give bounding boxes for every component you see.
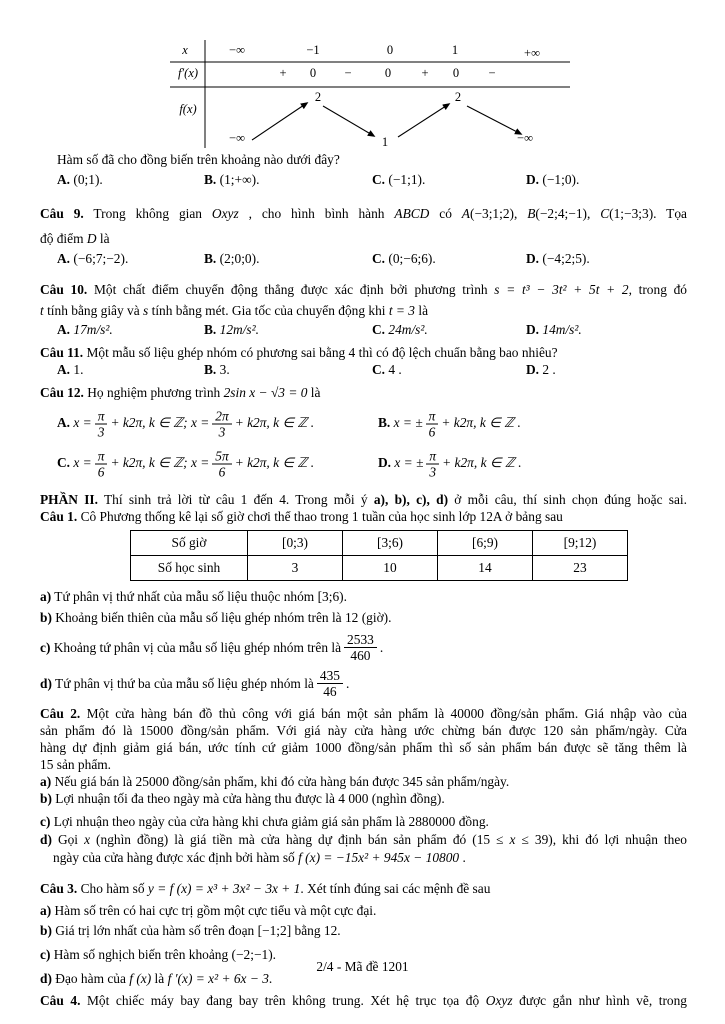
table-header-students: Số học sinh bbox=[131, 556, 248, 581]
vt-x-value: 1 bbox=[451, 43, 459, 57]
q11-option-a: A. 1. bbox=[57, 362, 84, 377]
q12-question: Câu 12. Họ nghiệm phương trình 2sin x − √3 = 0 là bbox=[40, 385, 321, 400]
c3-item-b: b) Giá trị lớn nhất của hàm số trên đoạn [−1;2] bằng 12. bbox=[40, 923, 341, 938]
table-header-hours: Số giờ bbox=[131, 531, 248, 556]
vt-x-value: +∞ bbox=[524, 46, 540, 60]
q8-option-c: C. (−1;1). bbox=[372, 172, 426, 187]
q9-question-line2: độ điểm D là bbox=[40, 231, 110, 246]
c1-item-b: b) Khoảng biến thiên của mẫu số liệu ghép nhóm trên là 12 (giờ). bbox=[40, 610, 392, 625]
page-number: 2/4 - Mã đề 1201 bbox=[316, 959, 409, 974]
q9-options bbox=[40, 250, 687, 277]
q10-question-line1: Câu 10. Một chất điểm chuyển động thẳng được xác định bởi phương trình s = t³ − 3t² + 5t + 2, trong đó bbox=[40, 282, 687, 297]
c1-item-d: d) Tứ phân vị thứ ba của mẫu số liệu ghép nhóm là $\frac{435}{46}$ . bbox=[40, 667, 350, 699]
table-cell: 3 bbox=[248, 556, 343, 581]
c1-item-a: a) Tứ phân vị thứ nhất của mẫu số liệu thuộc nhóm [3;6). bbox=[40, 589, 347, 604]
vt-sign: − bbox=[488, 66, 496, 80]
q10-question-line2: t tính bằng giây và s tính bằng mét. Gia tốc của chuyển động khi t = 3 là bbox=[40, 303, 429, 318]
q12-options-row2 bbox=[40, 444, 687, 484]
c3-item-d: d) Đạo hàm của f (x) là f ′(x) = x² + 6x − 3. bbox=[40, 971, 273, 986]
table-cell: [3;6) bbox=[343, 531, 438, 556]
c2-item-d-line2: ngày của cửa hàng được xác định bởi hàm số f (x) = −15x² + 945x − 10800 . bbox=[53, 850, 466, 865]
vt-f-limit: −∞ bbox=[517, 131, 533, 145]
q12-option-a: A. x = $\frac{\pi}{3}$ + k2π, k ∈ ℤ; x = $\frac{2\pi}{3}$ + k2π, k ∈ ℤ . bbox=[57, 408, 315, 440]
vt-sign: 0 bbox=[452, 66, 460, 80]
table-cell: [9;12) bbox=[533, 531, 628, 556]
q11-option-d: D. 2 . bbox=[526, 362, 556, 377]
c3-item-c: c) Hàm số nghịch biến trên khoảng (−2;−1). bbox=[40, 947, 277, 962]
c3-item-a: a) Hàm số trên có hai cực trị gồm một cực tiểu và một cực đại. bbox=[40, 903, 377, 918]
vt-row-label-x: x bbox=[182, 43, 188, 57]
frequency-table bbox=[130, 530, 628, 581]
q11-question: Câu 11. Một mẫu số liệu ghép nhóm có phương sai bằng 4 thì có độ lệch chuẩn bằng bao nhiêu? bbox=[40, 345, 558, 360]
q9-option-d: D. (−4;2;5). bbox=[526, 251, 590, 266]
part2-header: PHẦN II. Thí sinh trả lời từ câu 1 đến 4. Trong mỗi ý a), b), c), d) ở mỗi câu, thí sinh chọn đúng hoặc sai. bbox=[40, 492, 687, 507]
table-cell: 10 bbox=[343, 556, 438, 581]
c2-text-line4: 15 sản phẩm. bbox=[40, 757, 112, 772]
q10-option-d: D. 14m/s². bbox=[526, 322, 582, 337]
c1-item-c: c) Khoảng tứ phân vị của mẫu số liệu ghép nhóm trên là $\frac{2533}{460}$ . bbox=[40, 631, 384, 663]
q9-option-c: C. (0;−6;6). bbox=[372, 251, 436, 266]
q9-option-b: B. (2;0;0). bbox=[204, 251, 260, 266]
c2-item-b: b) Lợi nhuận tối đa theo ngày mà cửa hàng thu được là 4 000 (nghìn đồng). bbox=[40, 791, 445, 806]
table-cell: 14 bbox=[438, 556, 533, 581]
vt-f-limit: −∞ bbox=[229, 131, 245, 145]
q8-option-b: B. (1;+∞). bbox=[204, 172, 260, 187]
q11-option-c: C. 4 . bbox=[372, 362, 402, 377]
q11-options bbox=[40, 362, 687, 380]
table-cell: 23 bbox=[533, 556, 628, 581]
c1-title: Câu 1. Cô Phương thống kê lại số giờ chơi thể thao trong 1 tuần của học sinh lớp 12A ở bảng sau bbox=[40, 509, 563, 524]
vt-sign: − bbox=[344, 66, 352, 80]
q12-options-row1 bbox=[40, 404, 687, 444]
q8-option-d: D. (−1;0). bbox=[526, 172, 580, 187]
q8-option-a: A. (0;1). bbox=[57, 172, 103, 187]
c2-text-line2: sản phẩm đó là 15000 đồng/sản phẩm. Với giá này cửa hàng ước chừng bán được 120 sản phẩm/ngày. Cửa bbox=[40, 723, 687, 738]
c2-item-c: c) Lợi nhuận theo ngày của cửa hàng khi chưa giảm giá sản phẩm là 2880000 đồng. bbox=[40, 814, 489, 829]
vt-sign: + bbox=[279, 66, 287, 80]
c2-text-line1: Câu 2. Một cửa hàng bán đồ thủ công với giá bán một sản phẩm là 40000 đồng/sản phẩm. Giá nhập vào của bbox=[40, 706, 687, 721]
c2-text-line3: hàng dự định giảm giá bán, ước tính cứ giảm 1000 đồng/sản phẩm thì số sản phẩm bán được sẽ tăng thêm là bbox=[40, 740, 687, 755]
q10-option-a: A. 17m/s². bbox=[57, 322, 113, 337]
c2-item-d-line1: d) Gọi x (nghìn đồng) là giá tiền mà cửa hàng dự định bán sản phẩm đó (15 ≤ x ≤ 39), khi đó lợi nhuận theo bbox=[40, 832, 687, 847]
q10-option-b: B. 12m/s². bbox=[204, 322, 259, 337]
table-row bbox=[131, 556, 628, 581]
vt-row-label-f: f(x) bbox=[179, 102, 197, 116]
q10-options bbox=[40, 321, 687, 341]
q12-option-b: B. x = ± $\frac{\pi}{6}$ + k2π, k ∈ ℤ . bbox=[378, 408, 521, 440]
table-cell: [0;3) bbox=[248, 531, 343, 556]
q10-option-c: C. 24m/s². bbox=[372, 322, 428, 337]
q8-options bbox=[40, 171, 687, 197]
vt-sign: + bbox=[421, 66, 429, 80]
q12-option-c: C. x = $\frac{\pi}{6}$ + k2π, k ∈ ℤ; x = $\frac{5\pi}{6}$ + k2π, k ∈ ℤ . bbox=[57, 448, 315, 480]
vt-x-value: −∞ bbox=[229, 43, 245, 57]
vt-f-max: 2 bbox=[454, 90, 462, 104]
vt-x-value: 0 bbox=[386, 43, 394, 57]
vt-f-min: 1 bbox=[381, 135, 389, 149]
vt-sign: 0 bbox=[309, 66, 317, 80]
vt-f-max: 2 bbox=[314, 90, 322, 104]
q9-option-a: A. (−6;7;−2). bbox=[57, 251, 129, 266]
vt-row-label-fprime: f′(x) bbox=[177, 66, 199, 80]
c2-item-a: a) Nếu giá bán là 25000 đồng/sản phẩm, khi đó cửa hàng bán được 345 sản phẩm/ngày. bbox=[40, 774, 510, 789]
table-row bbox=[131, 531, 628, 556]
q9-question-line1: Câu 9. Trong không gian Oxyz , cho hình bình hành ABCD có A(−3;1;2), B(−2;4;−1), C(1;−3;3). Tọa bbox=[40, 206, 687, 221]
c3-title: Câu 3. Cho hàm số y = f (x) = x³ + 3x² − 3x + 1. Xét tính đúng sai các mệnh đề sau bbox=[40, 881, 491, 896]
vt-sign: 0 bbox=[384, 66, 392, 80]
c4-title: Câu 4. Một chiếc máy bay đang bay trên không trung. Xét hệ trục tọa độ Oxyz được gắn như hình vẽ, trong bbox=[40, 993, 687, 1008]
q8-question: Hàm số đã cho đồng biến trên khoảng nào dưới đây? bbox=[57, 152, 340, 167]
table-cell: [6;9) bbox=[438, 531, 533, 556]
q11-option-b: B. 3. bbox=[204, 362, 230, 377]
q12-option-d: D. x = ± $\frac{\pi}{3}$ + k2π, k ∈ ℤ . bbox=[378, 448, 522, 480]
vt-x-value: −1 bbox=[306, 43, 320, 57]
